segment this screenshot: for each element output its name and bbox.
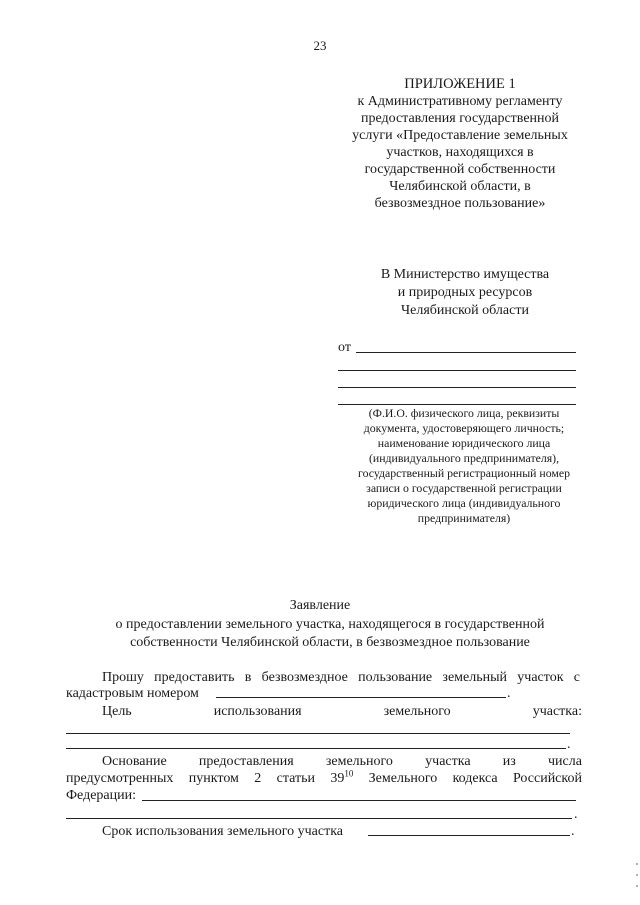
article-number (330, 770, 353, 787)
addressee-line: В Министерство имущества (380, 267, 550, 282)
addressee-line: Челябинской области (401, 303, 529, 318)
hint-line: записи о государственной регистрации (366, 481, 562, 495)
basis-word: Российской (512, 771, 582, 786)
purpose-row (102, 703, 582, 720)
applicant-name-field-line-2[interactable] (338, 370, 576, 371)
purpose-field-line-2[interactable] (66, 748, 566, 749)
cadastral-number-field[interactable] (216, 697, 506, 698)
basis-field-line-2[interactable] (66, 818, 572, 819)
scan-edge-mark (634, 860, 640, 890)
hint-line: документа, удостоверяющего личность; (363, 421, 565, 435)
page-number: 23 (313, 38, 327, 53)
basis-word: предусмотренных (66, 771, 174, 786)
basis-word: Основание (102, 754, 167, 769)
cadastral-period: . (507, 686, 511, 701)
basis-word: Земельного (368, 771, 438, 786)
basis-word: земельного (325, 754, 393, 769)
basis-word: предоставления (198, 754, 294, 769)
purpose-word: земельного (383, 704, 451, 719)
statement-title: Заявление (289, 598, 351, 613)
term-label: Срок использования земельного участка (102, 824, 344, 839)
basis-word: числа (548, 754, 582, 769)
appendix-line: Челябинской области, в (389, 179, 531, 194)
basis-row-1 (102, 753, 582, 770)
request-text: Прошу предоставить в безвозмездное пользование земельный участок с (102, 670, 580, 685)
subject-line: о предоставлении земельного участка, находящегося в государственной (115, 617, 545, 632)
purpose-period: . (567, 737, 571, 752)
hint-line: наименование юридического лица (377, 436, 551, 450)
applicant-name-field-line-4[interactable] (338, 404, 576, 405)
purpose-word: использования (213, 704, 302, 719)
term-field[interactable] (368, 835, 570, 836)
purpose-field-line-1[interactable] (66, 733, 570, 734)
federation-label: Федерации: (66, 788, 137, 803)
applicant-name-field-line-1[interactable] (356, 352, 576, 353)
basis-row-2 (66, 770, 582, 787)
basis-word: участка (425, 754, 471, 769)
appendix-line: государственной собственности (364, 162, 556, 177)
applicant-name-field-line-3[interactable] (338, 387, 576, 388)
appendix-header (320, 76, 600, 212)
basis-word: пунктом (188, 771, 239, 786)
from-label: от (338, 340, 351, 355)
addressee-line: и природных ресурсов (397, 285, 533, 300)
basis-word: статьи (276, 771, 315, 786)
hint-line: (Ф.И.О. физического лица, реквизиты (368, 406, 560, 420)
basis-field-line-1[interactable] (142, 800, 576, 801)
hint-line: предпринимателя) (417, 511, 511, 525)
subject-line: собственности Челябинской области, в безвозмездное пользование (130, 635, 530, 650)
term-period: . (571, 824, 575, 839)
basis-period: . (574, 807, 578, 822)
hint-line: государственный регистрационный номер (358, 466, 570, 480)
basis-word: кодекса (452, 771, 498, 786)
addressee-block (340, 266, 590, 320)
purpose-word: Цель (102, 704, 132, 719)
hint-line: юридического лица (индивидуального (367, 496, 561, 510)
appendix-line: к Административному регламенту (357, 94, 563, 109)
article-number-main: 39 (330, 771, 345, 786)
applicant-hint (334, 406, 594, 526)
appendix-line: безвозмездное пользование» (374, 196, 546, 211)
purpose-word: участка: (532, 704, 582, 719)
appendix-line: участков, находящихся в (386, 145, 534, 160)
appendix-line: предоставления государственной (360, 111, 560, 126)
appendix-line: услуги «Предоставление земельных (352, 128, 568, 143)
statement-subject (60, 616, 600, 652)
basis-word: 2 (254, 771, 262, 786)
article-number-superscript: 10 (344, 768, 354, 779)
cadastral-label: кадастровым номером (66, 686, 199, 701)
hint-line: (индивидуального предпринимателя), (368, 451, 560, 465)
appendix-title: ПРИЛОЖЕНИЕ 1 (404, 76, 516, 92)
basis-word: из (502, 754, 516, 769)
